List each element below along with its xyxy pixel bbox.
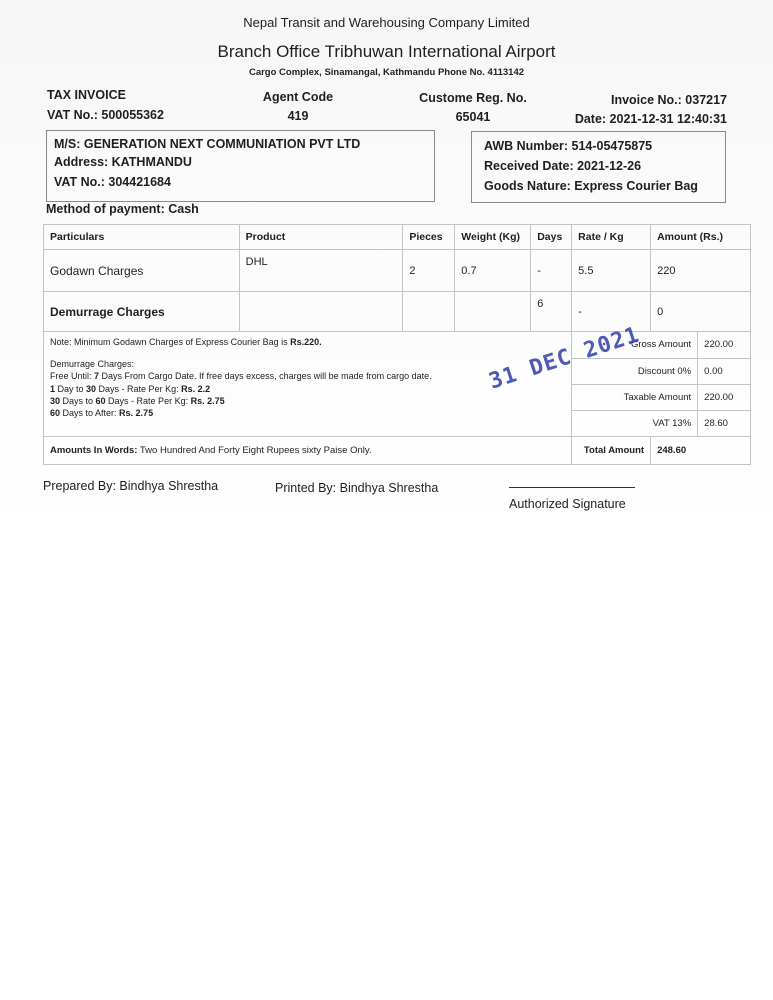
amount-in-words: Amounts In Words: Two Hundred And Forty Eight Rupees sixty Paise Only. bbox=[44, 437, 572, 465]
cell-product bbox=[239, 292, 403, 332]
total-row bbox=[44, 437, 751, 465]
notes-totals-row bbox=[44, 332, 751, 437]
tier-1-note: 1 Day to 30 Days - Rate Per Kg: Rs. 2.2 bbox=[50, 383, 211, 394]
customer-address: Address: KATHMANDU bbox=[54, 155, 192, 169]
payment-method: Method of payment: Cash bbox=[46, 202, 199, 216]
table-header-row bbox=[44, 225, 751, 250]
taxable-label: Taxable Amount bbox=[572, 384, 698, 410]
cell-days: 6 bbox=[531, 292, 572, 332]
cell-particulars: Demurrage Charges bbox=[44, 292, 240, 332]
goods-nature: Goods Nature: Express Courier Bag bbox=[484, 179, 698, 193]
customer-vat: VAT No.: 304421684 bbox=[54, 175, 171, 189]
date-stamp: 31 DEC 2021 bbox=[485, 322, 643, 395]
shipment-box bbox=[471, 131, 726, 203]
company-name: Nepal Transit and Warehousing Company Limited bbox=[243, 15, 530, 30]
totals-row bbox=[572, 410, 750, 436]
total-value: 248.60 bbox=[651, 437, 751, 465]
cell-rate: 5.5 bbox=[572, 250, 651, 292]
printed-by: Printed By: Bindhya Shrestha bbox=[275, 481, 439, 495]
vat-value: 28.60 bbox=[704, 417, 728, 429]
signature-line bbox=[509, 487, 635, 488]
customer-box bbox=[46, 130, 435, 202]
taxable-value: 220.00 bbox=[698, 384, 750, 410]
authorized-signature: Authorized Signature bbox=[509, 497, 626, 511]
col-header: Product bbox=[239, 225, 403, 250]
company-address: Cargo Complex, Sinamangal, Kathmandu Phone No. 4113142 bbox=[248, 67, 525, 78]
awb-number: AWB Number: 514-05475875 bbox=[484, 139, 653, 153]
total-label: Total Amount bbox=[572, 437, 651, 465]
customer-name: M/S: GENERATION NEXT COMMUNIATION PVT LTD bbox=[54, 137, 361, 151]
cell-particulars: Godawn Charges bbox=[44, 250, 240, 292]
company-vat: VAT No.: 500055362 bbox=[47, 108, 164, 122]
col-header: Pieces bbox=[403, 225, 455, 250]
agent-code-label: Agent Code bbox=[262, 90, 334, 104]
received-date: Received Date: 2021-12-26 bbox=[484, 159, 642, 173]
cell-days: - bbox=[531, 250, 572, 292]
col-header: Weight (Kg) bbox=[455, 225, 531, 250]
col-header: Days bbox=[531, 225, 572, 250]
cell-weight bbox=[455, 292, 531, 332]
tier-3-note: 60 Days to After: Rs. 2.75 bbox=[50, 408, 154, 419]
col-header: Rate / Kg bbox=[572, 225, 651, 250]
totals-row bbox=[572, 358, 750, 384]
doc-type: TAX INVOICE bbox=[47, 88, 126, 102]
invoice-no: Invoice No.: 037217 bbox=[610, 93, 727, 107]
table-row bbox=[44, 292, 751, 332]
cell-amount: 220 bbox=[651, 250, 751, 292]
cell-product: DHL bbox=[239, 250, 403, 292]
table-row bbox=[44, 250, 751, 292]
charges-table bbox=[43, 224, 751, 465]
min-charge-note: Note: Minimum Godawn Charges of Express Courier Bag is Rs.220. bbox=[50, 337, 322, 347]
invoice-date: Date: 2021-12-31 12:40:31 bbox=[574, 112, 727, 126]
totals-row bbox=[572, 384, 750, 410]
col-header: Amount (Rs.) bbox=[651, 225, 751, 250]
demurrage-title: Demurrage Charges: bbox=[50, 359, 135, 370]
gross-label: Gross Amount bbox=[572, 332, 698, 358]
agent-code: 419 bbox=[287, 109, 309, 123]
tier-2-note: 30 Days to 60 Days - Rate Per Kg: Rs. 2.75 bbox=[50, 395, 225, 406]
discount-value: 0.00 bbox=[698, 358, 750, 384]
vat-label: VAT 13% bbox=[572, 410, 698, 436]
cell-weight: 0.7 bbox=[455, 250, 531, 292]
col-header: Particulars bbox=[44, 225, 240, 250]
customs-reg-label: Custome Reg. No. bbox=[419, 91, 527, 105]
cell-pieces bbox=[403, 292, 455, 332]
gross-value: 220.00 bbox=[698, 332, 750, 358]
free-until-note: Free Until: 7 Days From Cargo Date. If free days excess, charges will be made from cargo date. bbox=[50, 371, 432, 382]
cell-pieces: 2 bbox=[403, 250, 455, 292]
branch-title: Branch Office Tribhuwan International Airport bbox=[217, 42, 556, 61]
cell-amount: 0 bbox=[651, 292, 751, 332]
discount-label: Discount 0% bbox=[572, 358, 698, 384]
customs-reg: 65041 bbox=[455, 110, 491, 124]
cell-rate: - bbox=[572, 292, 651, 332]
prepared-by: Prepared By: Bindhya Shrestha bbox=[43, 479, 219, 493]
